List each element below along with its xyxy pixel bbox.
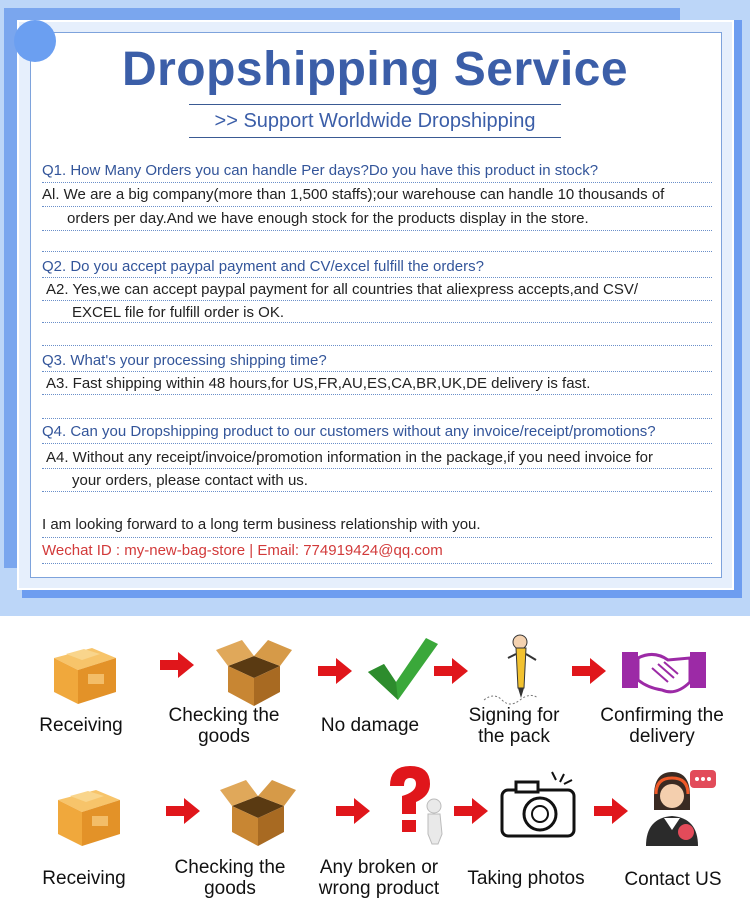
checkmark-icon: [354, 628, 446, 708]
step-no-damage-label: No damage: [320, 715, 420, 736]
divider: [42, 345, 712, 346]
divider: [42, 300, 712, 301]
page-title: Dropshipping Service: [121, 43, 629, 96]
package-icon: [36, 630, 128, 710]
faq-answer-1-line-1: Al. We are a big company(more than 1,500 staffs);our warehouse can handle 10 thousands of: [42, 186, 665, 203]
faq-answer-3-line-1: A3. Fast shipping within 48 hours,for US,FR,AU,ES,CA,BR,UK,DE delivery is fast.: [46, 375, 591, 392]
faq-question-2: Q2. Do you accept paypal payment and CV/excel fulfill the orders?: [42, 258, 484, 275]
faq-question-1: Q1. How Many Orders you can handle Per days?Do you have this product in stock?: [42, 162, 599, 179]
contact-info: Wechat ID : my-new-bag-store | Email: 774919424@qq.com: [42, 542, 443, 559]
open-box-icon: [208, 630, 300, 710]
divider: [42, 491, 712, 492]
arrow-right-icon: [336, 798, 370, 824]
step-receiving-label: Receiving: [39, 715, 123, 736]
divider: [42, 277, 712, 278]
divider: [42, 468, 712, 469]
step-checking-label: Checking the goods: [174, 857, 286, 899]
faq-answer-2-line-2: EXCEL file for fulfill order is OK.: [72, 304, 285, 321]
arrow-right-icon: [572, 658, 606, 684]
handshake-icon: [618, 632, 710, 712]
open-box-icon: [212, 770, 304, 850]
divider: [42, 394, 712, 395]
divider: [42, 371, 712, 372]
divider: [42, 443, 712, 444]
pencil-signing-icon: [472, 628, 564, 708]
divider: [42, 563, 712, 564]
divider: [42, 322, 712, 323]
arrow-right-icon: [318, 658, 352, 684]
closing-message: I am looking forward to a long term business relationship with you.: [42, 516, 481, 533]
step-receiving-label: Receiving: [42, 868, 126, 889]
question-mark-icon: [372, 762, 464, 842]
package-icon: [40, 772, 132, 852]
step-confirming-label: Confirming the delivery: [600, 705, 724, 747]
step-signing-label: Signing for the pack: [468, 705, 560, 747]
arrow-right-icon: [594, 798, 628, 824]
page-subtitle: >> Support Worldwide Dropshipping: [189, 104, 561, 138]
faq-answer-4-line-1: A4. Without any receipt/invoice/promotion information in the package,if you need invoice for: [46, 449, 654, 466]
arrow-right-icon: [454, 798, 488, 824]
faq-answer-2-line-1: A2. Yes,we can accept paypal payment for all countries that aliexpress accepts,and CSV/: [46, 281, 639, 298]
arrow-right-icon: [166, 798, 200, 824]
faq-question-3: Q3. What's your processing shipping time?: [42, 352, 327, 369]
step-checking-label: Checking the goods: [168, 705, 280, 747]
divider: [42, 182, 712, 183]
divider: [42, 251, 712, 252]
faq-answer-4-line-2: your orders, please contact with us.: [72, 472, 308, 489]
step-taking-photos-label: Taking photos: [467, 868, 585, 889]
camera-icon: [492, 766, 584, 846]
divider: [42, 418, 712, 419]
faq-question-4: Q4. Can you Dropshipping product to our customers without any invoice/receipt/promotions?: [42, 423, 656, 440]
faq-answer-1-line-2: orders per day.And we have enough stock for the products display in the store.: [67, 210, 589, 227]
divider: [42, 537, 712, 538]
support-agent-icon: [636, 766, 728, 846]
step-broken-product-label: Any broken or wrong product: [318, 857, 440, 899]
divider: [42, 230, 712, 231]
arrow-right-icon: [434, 658, 468, 684]
step-contact-us-label: Contact US: [624, 869, 722, 890]
arrow-right-icon: [160, 652, 194, 678]
divider: [42, 206, 712, 207]
